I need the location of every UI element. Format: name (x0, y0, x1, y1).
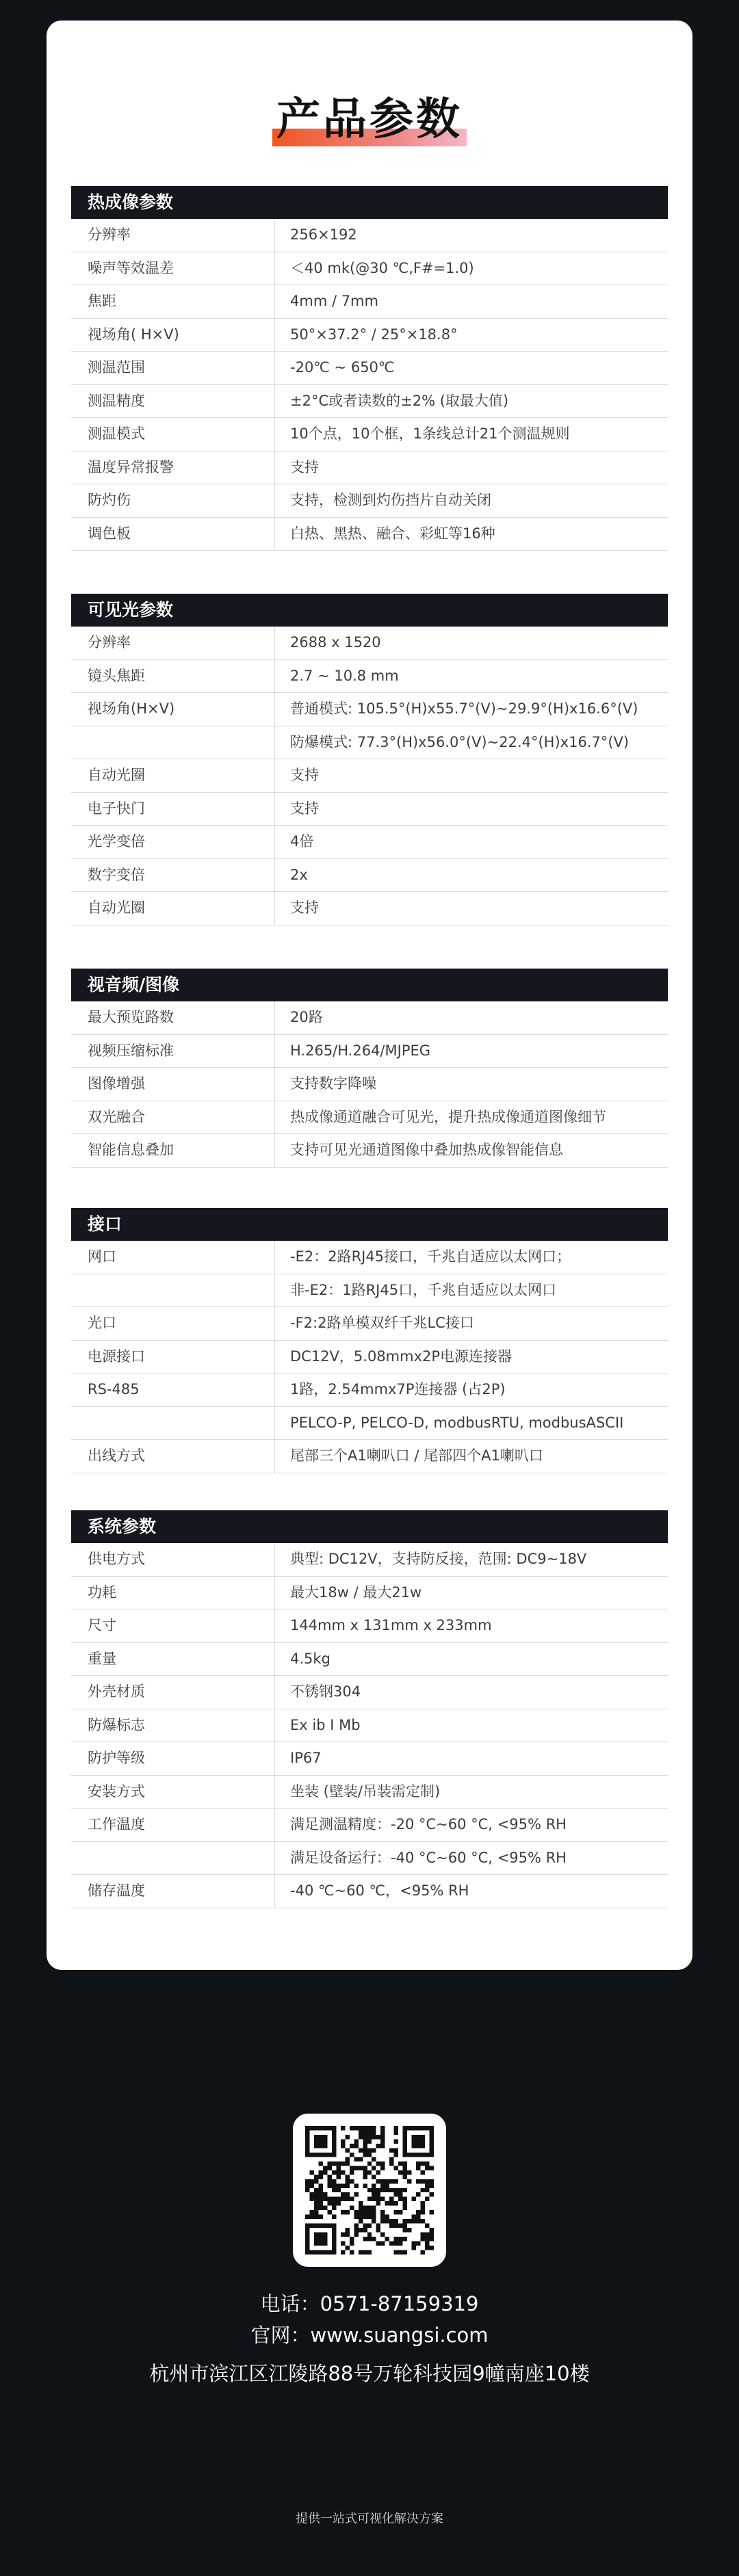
section-visible (71, 594, 668, 925)
row-value: 典型: DC12V，支持防反接，范围: DC9~18V (290, 1551, 587, 1567)
table-row (71, 1134, 668, 1168)
table-row (71, 759, 668, 793)
row-value: 2688 x 1520 (290, 634, 381, 650)
qr-code (293, 2114, 446, 2267)
row-value: 1路，2.54mmx7P连接器 (占2P) (290, 1381, 506, 1397)
table-row (71, 1709, 668, 1743)
row-label: 网口 (71, 1241, 275, 1274)
row-value: -F2:2路单模双纤千兆LC接口 (290, 1315, 474, 1331)
row-label: 分辨率 (71, 219, 275, 252)
row-label (71, 726, 275, 759)
section-header: 接口 (71, 1208, 668, 1241)
table-row (71, 518, 668, 551)
table-row (71, 1307, 668, 1341)
row-value: Ex ib I Mb (290, 1716, 361, 1733)
row-label (71, 1842, 275, 1875)
table-row (71, 1643, 668, 1677)
section-header: 可见光参数 (71, 594, 668, 627)
row-value: 普通模式: 105.5°(H)x55.7°(V)~29.9°(H)x16.6°(V) (290, 700, 638, 717)
row-label: 图像增强 (71, 1068, 275, 1101)
row-label: 供电方式 (71, 1543, 275, 1576)
row-label: 焦距 (71, 285, 275, 318)
row-label: RS-485 (71, 1374, 275, 1406)
row-label: 镜头焦距 (71, 660, 275, 693)
row-label: 电源接口 (71, 1341, 275, 1374)
row-value: 支持数字降噪 (290, 1075, 376, 1092)
row-value: 支持可见光通道图像中叠加热成像智能信息 (290, 1142, 563, 1158)
table-row (71, 1101, 668, 1135)
row-label: 噪声等效温差 (71, 252, 275, 285)
row-label: 视场角(H×V) (71, 693, 275, 726)
row-label: 出线方式 (71, 1440, 275, 1473)
table-row (71, 418, 668, 451)
row-label: 光口 (71, 1307, 275, 1340)
table-row (71, 1274, 668, 1308)
table-row (71, 859, 668, 893)
section-av (71, 969, 668, 1168)
row-label: 自动光圈 (71, 892, 275, 925)
row-label: 视场角( H×V) (71, 319, 275, 352)
row-value: 不锈钢304 (290, 1683, 361, 1700)
section-system (71, 1510, 668, 1908)
row-label: 防爆标志 (71, 1709, 275, 1742)
row-value: 2.7 ~ 10.8 mm (290, 667, 399, 684)
table-row (71, 627, 668, 660)
table-row (71, 219, 668, 252)
row-label: 自动光圈 (71, 759, 275, 792)
table-row (71, 352, 668, 385)
table-row (71, 1407, 668, 1441)
table-row (71, 1875, 668, 1908)
table-row (71, 385, 668, 419)
row-value: 支持 (290, 767, 319, 783)
table-row (71, 826, 668, 859)
page-title (276, 89, 463, 150)
table-row (71, 892, 668, 925)
table-row (71, 285, 668, 319)
table-row (71, 1440, 668, 1473)
row-label: 防护等级 (71, 1742, 275, 1775)
row-label: 电子快门 (71, 793, 275, 826)
section-interface (71, 1208, 668, 1473)
row-label: 测温精度 (71, 385, 275, 418)
section-thermal (71, 186, 668, 551)
table-row (71, 1776, 668, 1809)
row-value: 防爆模式: 77.3°(H)x56.0°(V)~22.4°(H)x16.7°(V) (290, 733, 630, 750)
table-row (71, 1543, 668, 1577)
row-value: ±2°C或者读数的±2% (取最大值) (290, 392, 509, 409)
row-label: 外壳材质 (71, 1676, 275, 1709)
row-value: 白热、黑热、融合、彩虹等16种 (290, 525, 495, 542)
row-label: 储存温度 (71, 1875, 275, 1908)
row-label: 功耗 (71, 1577, 275, 1609)
row-value: 2x (290, 866, 308, 883)
table-row (71, 1742, 668, 1776)
row-value: -E2：2路RJ45接口，千兆自适应以太网口； (290, 1248, 571, 1265)
row-value: -20℃ ~ 650℃ (290, 359, 395, 376)
table-row (71, 1374, 668, 1407)
row-value: H.265/H.264/MJPEG (290, 1042, 431, 1059)
row-value: PELCO-P, PELCO-D, modbusRTU, modbusASCII (290, 1414, 624, 1431)
footer-slogan: 提供一站式可视化解决方案 (296, 2512, 443, 2526)
title-wrap (47, 89, 692, 150)
table-row (71, 1341, 668, 1374)
row-label: 双光融合 (71, 1101, 275, 1134)
row-value: 144mm x 131mm x 233mm (290, 1617, 492, 1633)
row-label: 分辨率 (71, 627, 275, 659)
row-value: 20路 (290, 1009, 323, 1025)
row-value: 4.5kg (290, 1650, 330, 1667)
table-row (71, 1068, 668, 1101)
table-row (71, 693, 668, 726)
table-row (71, 484, 668, 518)
row-value: 非-E2：1路RJ45口，千兆自适应以太网口 (290, 1281, 557, 1298)
table-row (71, 1241, 668, 1274)
row-label: 安装方式 (71, 1776, 275, 1809)
row-label: 测温模式 (71, 418, 275, 451)
contact-address: 杭州市滨江区江陵路88号万轮科技园9幢南座10楼 (149, 2362, 590, 2385)
row-value: 50°×37.2° / 25°×18.8° (290, 326, 458, 343)
table-row (71, 1001, 668, 1035)
table-row (71, 726, 668, 760)
table-row (71, 1842, 668, 1876)
row-label: 温度异常报警 (71, 451, 275, 484)
row-value: 满足设备运行：-40 °C~60 °C, <95% RH (290, 1849, 567, 1866)
qr-code-icon (305, 2126, 434, 2255)
row-value: 4倍 (290, 833, 314, 850)
row-value: 256×192 (290, 226, 357, 243)
row-value: 10个点，10个框，1条线总计21个测温规则 (290, 425, 570, 442)
row-label (71, 1407, 275, 1440)
row-value: 支持 (290, 800, 319, 817)
row-value: DC12V，5.08mmx2P电源连接器 (290, 1348, 513, 1365)
row-value: 支持 (290, 899, 319, 916)
row-label (71, 1274, 275, 1307)
row-value: 最大18w / 最大21w (290, 1583, 422, 1601)
row-value: 支持，检测到灼伤挡片自动关闭 (290, 492, 491, 508)
table-row (71, 793, 668, 826)
row-value: 热成像通道融合可见光，提升热成像通道图像细节 (290, 1108, 606, 1125)
row-value: 坐装 (壁装/吊装需定制) (290, 1783, 441, 1800)
row-label: 尺寸 (71, 1609, 275, 1642)
row-label: 智能信息叠加 (71, 1134, 275, 1167)
section-header: 系统参数 (71, 1510, 668, 1543)
spec-card (47, 21, 692, 1970)
table-row (71, 1035, 668, 1068)
row-label: 光学变倍 (71, 826, 275, 858)
table-row (71, 319, 668, 352)
row-label: 工作温度 (71, 1809, 275, 1841)
table-row (71, 252, 668, 286)
row-label: 视频压缩标准 (71, 1035, 275, 1068)
row-value: 尾部三个A1喇叭口 / 尾部四个A1喇叭口 (290, 1447, 543, 1464)
contact-phone: 电话：0571-87159319 (260, 2292, 479, 2315)
row-value: IP67 (290, 1750, 322, 1766)
table-row (71, 451, 668, 485)
contact-website[interactable]: 官网：www.suangsi.com (250, 2324, 489, 2347)
row-label: 测温范围 (71, 352, 275, 384)
table-row (71, 660, 668, 694)
row-label: 数字变倍 (71, 859, 275, 892)
table-row (71, 1809, 668, 1842)
row-value: 满足测温精度：-20 °C~60 °C, <95% RH (290, 1816, 567, 1832)
row-label: 防灼伤 (71, 484, 275, 517)
section-header: 热成像参数 (71, 186, 668, 219)
row-value: 4mm / 7mm (290, 293, 378, 309)
row-label: 调色板 (71, 518, 275, 551)
section-header: 视音频/图像 (71, 969, 668, 1001)
row-value: ＜40 mk(@30 ℃,F#=1.0) (290, 259, 474, 276)
row-value: 支持 (290, 458, 319, 475)
page-title-text: 产品参数 (276, 94, 463, 145)
row-label: 最大预览路数 (71, 1001, 275, 1034)
row-label: 重量 (71, 1643, 275, 1676)
row-value: -40 ℃~60 ℃，<95% RH (290, 1882, 469, 1899)
table-row (71, 1577, 668, 1610)
table-row (71, 1609, 668, 1643)
table-row (71, 1676, 668, 1709)
